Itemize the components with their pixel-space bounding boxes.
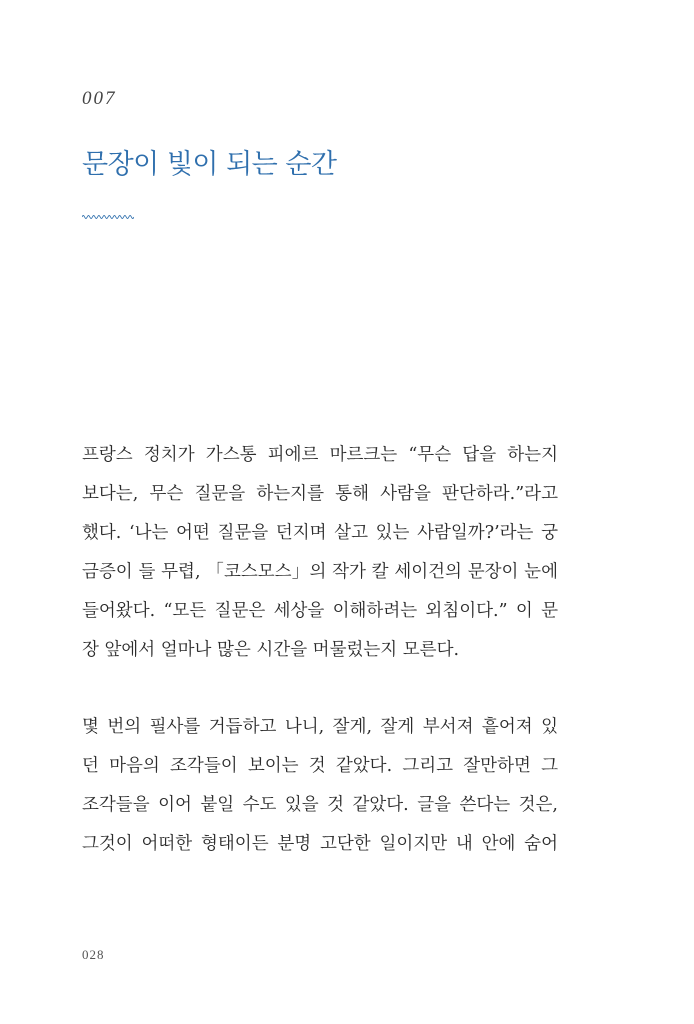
paragraph-1 bbox=[82, 436, 558, 670]
text-line: 던 마음의 조각들이 보이는 것 같았다. 그리고 잘만하면 그 bbox=[82, 756, 558, 776]
body-text bbox=[82, 436, 558, 864]
text-line: 보다는, 무슨 질문을 하는지를 통해 사람을 판단하라.”라고 bbox=[82, 484, 558, 504]
text-line: 들어왔다. “모든 질문은 세상을 이해하려는 외침이다.” 이 문 bbox=[82, 601, 558, 621]
text-line: 몇 번의 필사를 거듭하고 나니, 잘게, 잘게 부서져 흩어져 있 bbox=[82, 717, 558, 737]
chapter-title: 문장이 빛이 되는 순간 bbox=[82, 149, 337, 180]
paragraph-2 bbox=[82, 708, 558, 864]
wavy-line-ornament-icon bbox=[82, 213, 134, 221]
text-line: 프랑스 정치가 가스통 피에르 마르크는 “무슨 답을 하는지 bbox=[82, 445, 558, 465]
text-line: 금증이 들 무렵, 「코스모스」의 작가 칼 세이건의 문장이 눈에 bbox=[82, 562, 558, 582]
text-line: 그것이 어떠한 형태이든 분명 고단한 일이지만 내 안에 숨어 bbox=[82, 834, 558, 854]
text-line: 장 앞에서 얼마나 많은 시간을 머물렀는지 모른다. bbox=[82, 640, 460, 660]
chapter-number: 007 bbox=[82, 88, 117, 109]
text-line: 했다. ‘나는 어떤 질문을 던지며 살고 있는 사람일까?’라는 궁 bbox=[82, 523, 558, 543]
page-number: 028 bbox=[82, 947, 105, 962]
text-line: 조각들을 이어 붙일 수도 있을 것 같았다. 글을 쓴다는 것은, bbox=[82, 795, 558, 815]
